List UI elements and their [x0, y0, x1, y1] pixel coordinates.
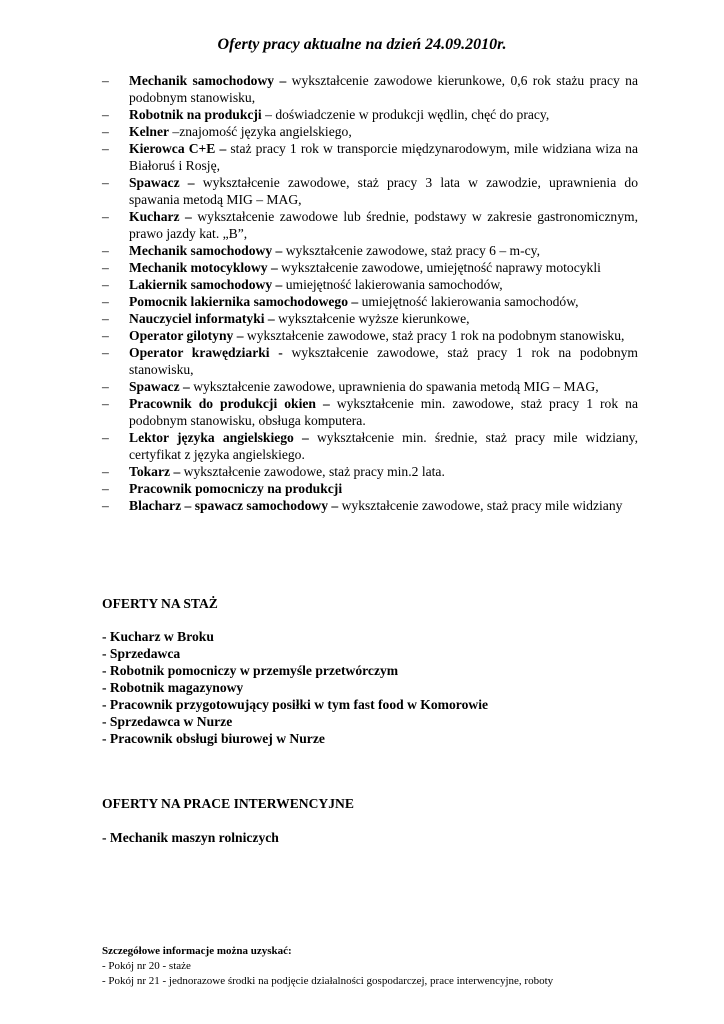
list-dash: –: [102, 345, 109, 360]
job-offer: [102, 259, 638, 276]
list-dash: –: [102, 141, 109, 156]
job-requirements: wykształcenie min. średnie, staż pracy mile widziany, certyfikat z języka angielskiego.: [129, 430, 638, 462]
job-offer: [102, 480, 638, 497]
list-dash: –: [102, 175, 109, 190]
list-dash: –: [102, 481, 109, 496]
footer-line: - Pokój nr 21 - jednorazowe środki na podjęcie działalności gospodarczej, prace interwencyjne, roboty: [102, 975, 554, 987]
job-title: Mechanik samochodowy –: [129, 73, 287, 88]
list-dash: –: [102, 243, 109, 258]
job-requirements: umiejętność lakierowania samochodów,: [358, 294, 579, 309]
job-title: Pracownik do produkcji okien –: [129, 396, 330, 411]
job-requirements: wykształcenie wyższe kierunkowe,: [274, 311, 470, 326]
job-offer: [102, 72, 638, 106]
job-title: Lektor języka angielskiego –: [129, 430, 309, 445]
job-title: Nauczyciel informatyki –: [129, 311, 275, 326]
job-title: Robotnik na produkcji: [129, 107, 262, 122]
job-requirements: –znajomość języka angielskiego,: [169, 124, 352, 139]
job-offer: [102, 293, 638, 310]
job-title: Tokarz –: [129, 464, 181, 479]
job-title: Lakiernik samochodowy –: [129, 277, 283, 292]
job-offers-list: [102, 72, 638, 514]
job-offer: [102, 310, 638, 327]
job-title: Mechanik motocyklowy –: [129, 260, 278, 275]
job-title: Spawacz –: [129, 379, 190, 394]
job-requirements: wykształcenie zawodowe kierunkowe, 0,6 rok stażu pracy na podobnym stanowisku,: [129, 73, 638, 105]
job-requirements: wykształcenie zawodowe, umiejętność naprawy motocykli: [277, 260, 601, 275]
job-requirements: – doświadczenie w produkcji wędlin, chęć do pracy,: [261, 107, 550, 122]
list-item: - Sprzedawca: [102, 646, 181, 661]
intervention-heading: OFERTY NA PRACE INTERWENCYJNE: [102, 796, 354, 811]
internships-list: [102, 628, 488, 747]
job-requirements: wykształcenie zawodowe, staż pracy 1 rok na podobnym stanowisku,: [243, 328, 625, 343]
list-item: - Robotnik pomocniczy w przemyśle przetwórczym: [102, 663, 399, 678]
job-offer: [102, 276, 638, 293]
job-requirements: wykształcenie zawodowe, staż pracy mile widziany: [338, 498, 623, 513]
footer-heading: Szczegółowe informacje można uzyskać:: [102, 945, 292, 957]
job-offer: [102, 463, 638, 480]
job-offer: [102, 344, 638, 378]
list-dash: –: [102, 379, 109, 394]
job-offer: [102, 378, 638, 395]
list-dash: –: [102, 73, 109, 88]
list-item: - Pracownik przygotowujący posiłki w tym fast food w Komorowie: [102, 697, 489, 712]
job-title: Blacharz – spawacz samochodowy –: [129, 498, 339, 513]
job-title: Operator krawędziarki -: [129, 345, 283, 360]
job-title: Operator gilotyny –: [129, 328, 244, 343]
job-requirements: umiejętność lakierowania samochodów,: [282, 277, 503, 292]
list-dash: –: [102, 396, 109, 411]
job-title: Spawacz –: [129, 175, 195, 190]
internships-heading: OFERTY NA STAŻ: [102, 596, 218, 611]
job-offer: [102, 395, 638, 429]
job-requirements: wykształcenie zawodowe, uprawnienia do spawania metodą MIG – MAG,: [189, 379, 599, 394]
list-dash: –: [102, 107, 109, 122]
list-dash: –: [102, 328, 109, 343]
list-dash: –: [102, 498, 109, 513]
job-requirements: wykształcenie zawodowe, staż pracy 1 rok na podobnym stanowisku,: [129, 345, 638, 377]
job-offer: [102, 123, 638, 140]
list-item: - Mechanik maszyn rolniczych: [102, 830, 279, 845]
job-requirements: wykształcenie min. zawodowe, staż pracy 1 rok na podobnym stanowisku, obsługa komputera.: [129, 396, 638, 428]
job-requirements: wykształcenie zawodowe, staż pracy 3 lata w zawodzie, uprawnienia do spawania metodą MIG – MAG,: [129, 175, 639, 207]
list-dash: –: [102, 294, 109, 309]
job-requirements: wykształcenie zawodowe lub średnie, podstawy w zakresie gastronomicznym, prawo jazdy kat. „B”,: [129, 209, 638, 241]
job-title: Kucharz –: [129, 209, 192, 224]
list-dash: –: [102, 311, 109, 326]
list-dash: –: [102, 124, 109, 139]
job-requirements: wykształcenie zawodowe, staż pracy min.2 lata.: [180, 464, 445, 479]
footer-line: - Pokój nr 20 - staże: [102, 960, 191, 972]
job-offer: [102, 208, 638, 242]
list-dash: –: [102, 277, 109, 292]
list-item: - Pracownik obsługi biurowej w Nurze: [102, 731, 325, 746]
job-title: Mechanik samochodowy –: [129, 243, 283, 258]
job-offer: [102, 327, 638, 344]
job-offer: [102, 497, 638, 514]
list-item: - Kucharz w Broku: [102, 629, 214, 644]
footer-info: [102, 944, 553, 989]
page-title: Oferty pracy aktualne na dzień 24.09.2010r.: [217, 36, 507, 53]
job-requirements: wykształcenie zawodowe, staż pracy 6 – m-cy,: [282, 243, 540, 258]
job-offer: [102, 140, 638, 174]
job-title: Pomocnik lakiernika samochodowego –: [129, 294, 359, 309]
job-offer: [102, 242, 638, 259]
job-title: Kierowca C+E –: [129, 141, 227, 156]
list-item: - Sprzedawca w Nurze: [102, 714, 233, 729]
job-title: Pracownik pomocniczy na produkcji: [129, 481, 343, 496]
job-title: Kelner: [129, 124, 170, 139]
job-offer: [102, 174, 638, 208]
job-offer: [102, 429, 638, 463]
job-offer: [102, 106, 638, 123]
list-dash: –: [102, 209, 109, 224]
intervention-list: [102, 829, 279, 846]
list-dash: –: [102, 430, 109, 445]
list-dash: –: [102, 464, 109, 479]
list-dash: –: [102, 260, 109, 275]
list-item: - Robotnik magazynowy: [102, 680, 244, 695]
job-requirements: staż pracy 1 rok w transporcie międzynarodowym, mile widziana wiza na Białoruś i Rosję,: [129, 141, 638, 173]
